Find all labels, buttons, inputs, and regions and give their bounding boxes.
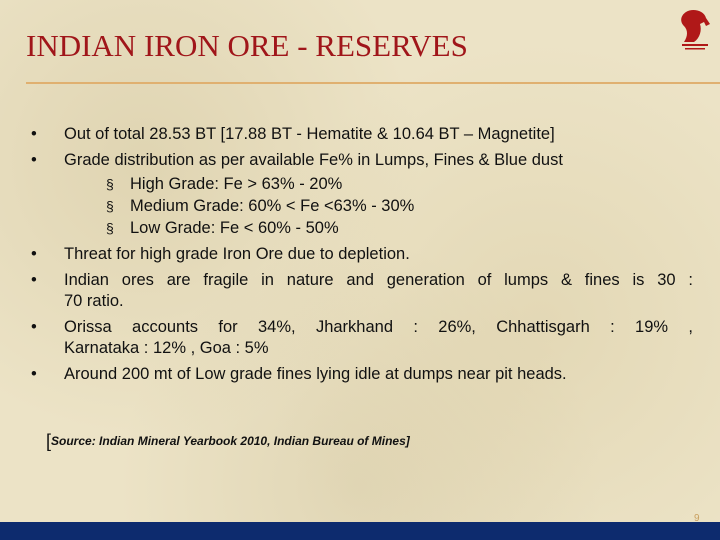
bullet-dot: • xyxy=(31,365,37,383)
sub-bullet-text: Medium Grade: 60% < Fe <63% - 30% xyxy=(130,197,415,215)
bullet-dot: • xyxy=(31,245,37,263)
list-item xyxy=(28,124,693,145)
list-item xyxy=(28,244,693,265)
footer-bar xyxy=(0,522,720,540)
sub-list-item xyxy=(28,174,693,195)
sub-bullet-text: High Grade: Fe > 63% - 20% xyxy=(130,175,343,193)
source-open-bracket: [ xyxy=(46,431,52,451)
bullet-text: Threat for high grade Iron Ore due to depletion. xyxy=(64,245,410,263)
bullet-dot: • xyxy=(31,125,37,143)
bullet-text: Grade distribution as per available Fe% in Lumps, Fines & Blue dust xyxy=(64,151,563,169)
bullet-text: Out of total 28.53 BT [17.88 BT - Hematite & 10.64 BT – Magnetite] xyxy=(64,125,555,143)
sub-bullet-text: Low Grade: Fe < 60% - 50% xyxy=(130,219,339,237)
bullet-text-line: Orissa accounts for 34%, Jharkhand : 26%, Chhattisgarh : 19% , xyxy=(64,318,693,336)
bullet-text-line: Karnataka : 12% , Goa : 5% xyxy=(64,339,269,357)
bullet-dot: • xyxy=(31,151,37,169)
source-citation xyxy=(46,431,410,452)
bullet-dot: • xyxy=(31,318,37,336)
list-item xyxy=(28,150,693,171)
bullet-text-line: 70 ratio. xyxy=(64,292,124,310)
sub-bullet-mark: § xyxy=(106,176,114,192)
page-number: 9 xyxy=(694,513,700,524)
sub-bullet-mark: § xyxy=(106,220,114,236)
list-item xyxy=(28,270,693,312)
title-divider xyxy=(26,82,720,84)
bullet-text: Around 200 mt of Low grade fines lying idle at dumps near pit heads. xyxy=(64,365,567,383)
list-item xyxy=(28,317,693,359)
sub-bullet-mark: § xyxy=(106,198,114,214)
sub-list-item xyxy=(28,196,693,217)
bullet-text-line: Indian ores are fragile in nature and generation of lumps & fines is 30 : xyxy=(64,271,693,289)
bullet-list xyxy=(28,124,693,390)
source-text: Source: Indian Mineral Yearbook 2010, Indian Bureau of Mines] xyxy=(51,434,410,448)
sub-list-item xyxy=(28,218,693,239)
list-item xyxy=(28,364,693,385)
bullet-dot: • xyxy=(31,271,37,289)
slide-title: INDIAN IRON ORE - RESERVES xyxy=(26,28,468,63)
red-horse-head-logo-icon xyxy=(676,8,714,52)
